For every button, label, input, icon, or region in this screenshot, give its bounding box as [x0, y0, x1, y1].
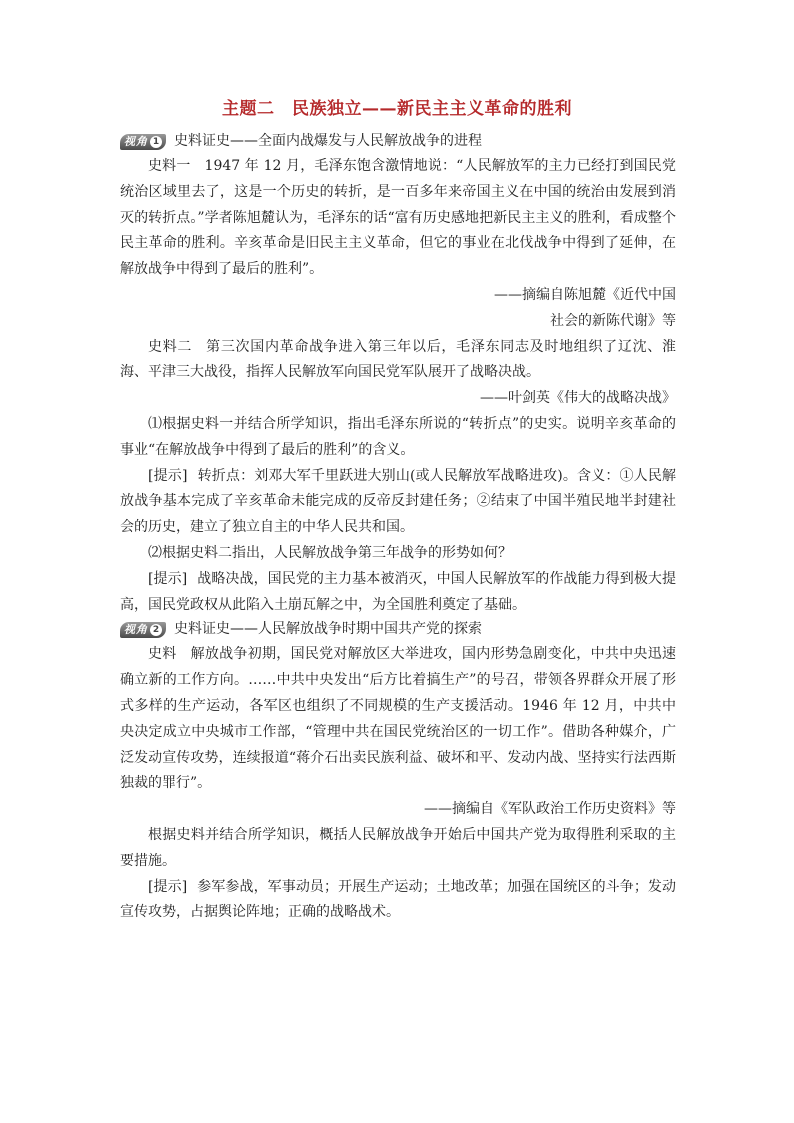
answer-1-text: 转折点：刘邓大军千里跃进大别山(或人民解放军战略进攻)。含义：①人民解放战争基本完成了辛亥革命未能完成的反帝反封建任务；②结束了中国半殖民地半封建社会的历史，建立了独立自主的中华人民共和国。 [120, 467, 676, 536]
hint-label: [提示] [148, 467, 188, 484]
material-1-label: 史料一 [148, 158, 191, 174]
question-3: 根据史料并结合所学知识，概括人民解放战争开始后中国共产党为取得胜利采取的主要措施。 [120, 826, 676, 869]
material-3-text: 解放战争初期，国民党对解放区大举进攻，国内形势急剧变化，中共中央迅速确立新的工作方向。……中共中央发出“后方比着搞生产”的号召，带领各界群众开展了形式多样的生产运动，各军区也组织了不同规模的生产支援活动。1946 年 12 月，中共中央决定成立中央城市工作部，“管理中共在国民党统治区的一切工作”。借助各种媒介，广泛发动宣传攻势，连续报道“蒋介石出卖民族利益、破坏和平、发动内战、坚持实行法西斯独裁的罪行”。 [120, 646, 677, 792]
hint-label: [提示] [148, 878, 188, 895]
material-1-paragraph [120, 154, 676, 283]
badge-number: 1 [150, 136, 162, 148]
material-1-source-line-1: ——摘编自陈旭麓《近代中国 [494, 286, 676, 303]
material-2-paragraph [120, 335, 676, 387]
material-3-source: ——摘编自《军队政治工作历史资料》等 [424, 801, 676, 818]
material-3-paragraph [120, 642, 676, 797]
perspective-1-heading [120, 130, 676, 154]
perspective-2-heading [120, 618, 676, 642]
badge-number: 2 [150, 624, 162, 636]
material-3-label: 史料 [148, 646, 177, 663]
material-2-source: ——叶剑英《伟大的战略决战》 [480, 390, 676, 407]
document-body [120, 130, 676, 926]
badge-text: 视角 [124, 135, 148, 149]
answer-2 [120, 567, 676, 619]
answer-2-text: 战略决战，国民党的主力基本被消灭，中国人民解放军的作战能力得到极大提高，国民党政权从此陷入土崩瓦解之中，为全国胜利奠定了基础。 [120, 570, 676, 613]
material-2-label: 史料二 [148, 338, 193, 355]
perspective-1-title: 史料证史——全面内战爆发与人民解放战争的进程 [174, 133, 482, 150]
perspective-badge-2 [120, 622, 166, 638]
page-title: 主题二 民族独立——新民主主义革命的胜利 [222, 99, 572, 119]
answer-3-text: 参军参战，军事动员；开展生产运动；土地改革；加强在国统区的斗争；发动宣传攻势，占据舆论阵地；正确的战略战术。 [120, 878, 676, 921]
question-1: ⑴根据史料一并结合所学知识，指出毛泽东所说的“转折点”的史实。说明辛亥革命的事业“在解放战争中得到了最后的胜利”的含义。 [120, 415, 676, 458]
material-1-source-line-2: 社会的新陈代谢》等 [550, 312, 676, 329]
perspective-2-title: 史料证史——人民解放战争时期中国共产党的探索 [174, 621, 482, 638]
material-2-text: 第三次国内革命战争进入第三年以后，毛泽东同志及时地组织了辽沈、淮海、平津三大战役，指挥人民解放军向国民党军队展开了战略决战。 [120, 338, 677, 381]
perspective-badge-1 [120, 134, 166, 150]
answer-3 [120, 875, 676, 927]
hint-label: [提示] [148, 570, 188, 587]
answer-1 [120, 464, 676, 541]
material-1-text: 1947 年 12 月，毛泽东饱含激情地说：“人民解放军的主力已经打到国民党统治区域里去了，这是一个历史的转折，是一百多年来帝国主义在中国的统治由发展到消灭的转折点。”学者陈旭麓认为，毛泽东的话“富有历史感地把新民主主义的胜利，看成整个民主革命的胜利。辛亥革命是旧民主主义革命，但它的事业在北伐战争中得到了延伸，在解放战争中得到了最后的胜利”。 [120, 158, 677, 278]
question-2: ⑵根据史料二指出，人民解放战争第三年战争的形势如何？ [148, 544, 512, 561]
badge-text: 视角 [124, 623, 148, 637]
